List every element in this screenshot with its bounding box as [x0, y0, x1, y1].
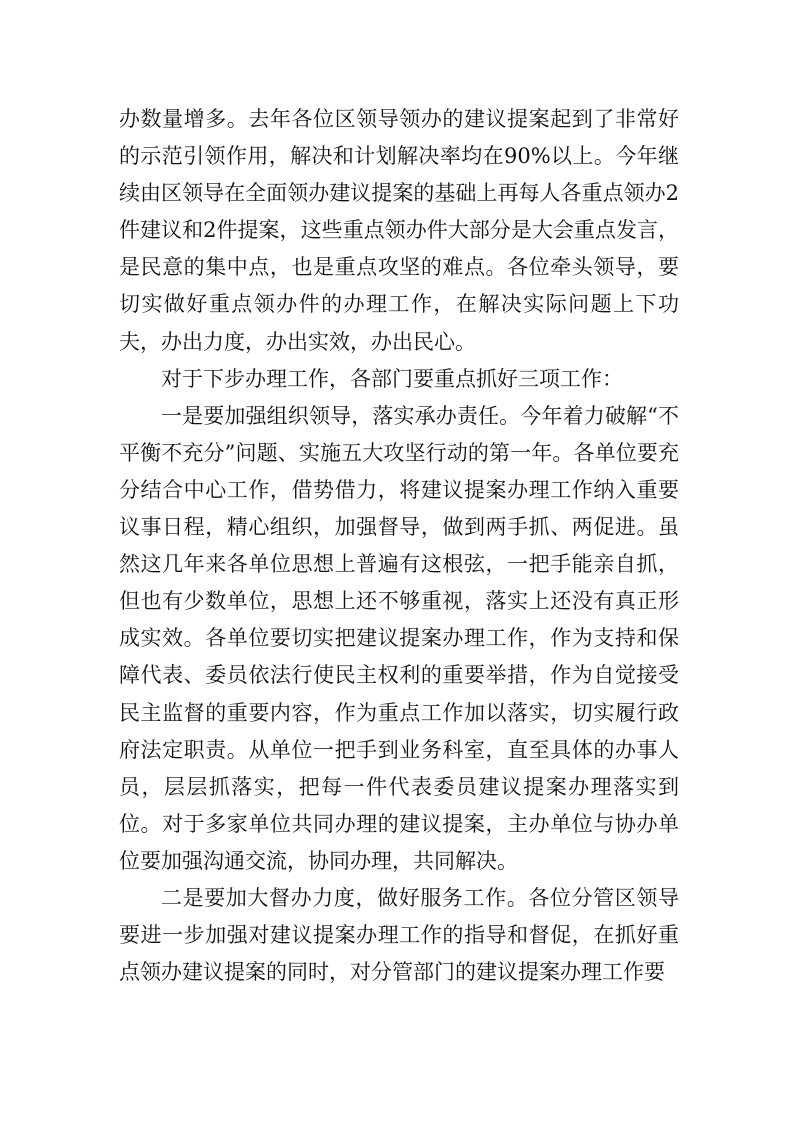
paragraph-work-intro: 对于下步办理工作，各部门要重点抓好三项工作： — [161, 366, 623, 391]
paragraph-point-one: 一是要加强组织领导，落实承办责任。今年着力破解“不平衡不充分”问题、实施五大攻坚行动的第一年。各单位要充分结合中心工作，借势借力，将建议提案办理工作纳入重要议事日程，精心组织，加强督导，做到两手抓、两促进。虽然这几年来各单位思想上普遍有这根弦，一把手能亲自抓，但也有少数单位，思想上还不够重视，落实上还没有真正形成实效。各单位要切实把建议提案办理工作，作为支持和保障代表、委员依法行使民主权利的重要举措，作为自觉接受民主监督的重要内容，作为重点工作加以落实，切实履行政府法定职责。从单位一把手到业务科室，直至具体的办事人员，层层抓落实，把每一件代表委员建议提案办理落实到位。对于多家单位共同办理的建议提案，主办单位与协办单位要加强沟通交流，协同办理，共同解决。 — [119, 403, 679, 873]
paragraph-point-two: 二是要加大督办力度，做好服务工作。各位分管区领导要进一步加强对建议提案办理工作的指导和督促，在抓好重点领办建议提案的同时，对分管部门的建议提案办理工作要 — [119, 885, 679, 985]
paragraph-continuation: 办数量增多。去年各位区领导领办的建议提案起到了非常好的示范引领作用，解决和计划解决率均在90%以上。今年继续由区领导在全面领办建议提案的基础上再每人各重点领办2件建议和2件提案，这些重点领办件大部分是大会重点发言，是民意的集中点，也是重点攻坚的难点。各位牵头领导，要切实做好重点领办件的办理工作，在解决实际问题上下功夫，办出力度，办出实效，办出民心。 — [119, 107, 679, 354]
document-body — [119, 101, 679, 991]
